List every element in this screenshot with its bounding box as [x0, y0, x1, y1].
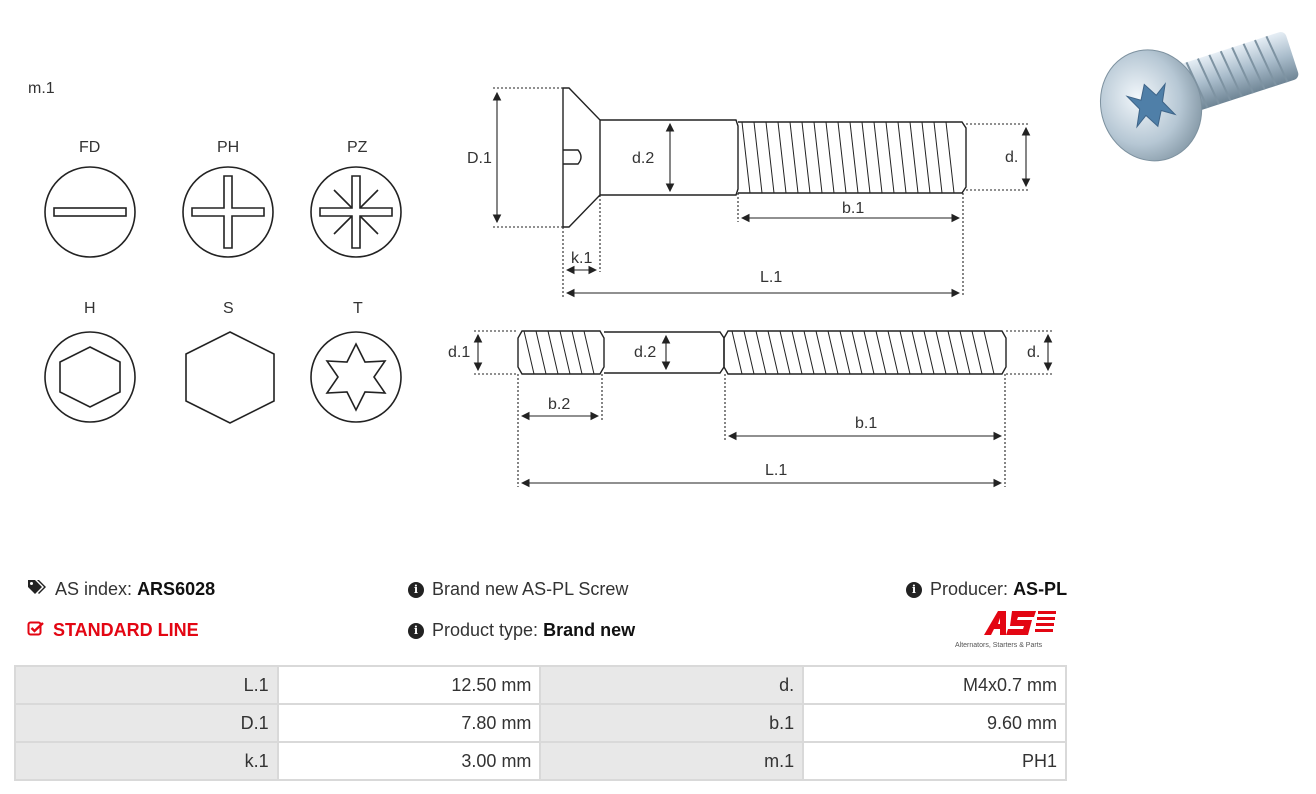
product-line-row: [27, 620, 199, 641]
product-line-label: STANDARD LINE: [53, 620, 199, 640]
drive-label-t: T: [353, 300, 363, 317]
dim-label-k1: k.1: [571, 250, 593, 267]
dim-label-b1: b.1: [842, 200, 865, 217]
product-type-value: Brand new: [543, 620, 636, 640]
spec-table: [14, 665, 1067, 781]
description-row: [408, 579, 628, 600]
dim-label-d-bottom: d.: [1027, 344, 1041, 361]
table-row: [15, 666, 1066, 704]
spec-key: L.1: [15, 666, 278, 704]
logo-tagline: Alternators, Starters & Parts: [955, 642, 1043, 649]
spec-key: k.1: [15, 742, 278, 780]
producer-label: Producer:: [930, 579, 1009, 599]
producer-row: [906, 579, 1067, 600]
as-index-label: AS index:: [55, 579, 133, 599]
spec-key: m.1: [540, 742, 803, 780]
dim-label-d2: d.2: [632, 150, 655, 167]
product-description: Brand new AS-PL Screw: [432, 579, 629, 599]
drive-label-s: S: [223, 300, 234, 317]
thread-hatching-bottom: [524, 331, 994, 374]
spec-key: D.1: [15, 704, 278, 742]
info-icon: i: [408, 623, 424, 639]
info-icon: i: [906, 582, 922, 598]
spec-value: 12.50 mm: [278, 666, 541, 704]
drive-label-pz: PZ: [347, 139, 368, 156]
spec-value: 7.80 mm: [278, 704, 541, 742]
table-row: [15, 704, 1066, 742]
product-photo: [1088, 8, 1308, 168]
spec-key: b.1: [540, 704, 803, 742]
tags-icon: [27, 579, 47, 600]
spec-value: PH1: [803, 742, 1066, 780]
dim-label-D1: D.1: [467, 150, 492, 167]
dim-label-d1: d.1: [448, 344, 471, 361]
drive-label-fd: FD: [79, 139, 101, 156]
table-row: [15, 742, 1066, 780]
as-index-row: [27, 579, 215, 600]
spec-key: d.: [540, 666, 803, 704]
product-type-row: [408, 620, 635, 641]
dim-label-d: d.: [1005, 149, 1019, 166]
drive-section-title: m.1: [28, 80, 55, 97]
dim-label-b2: b.2: [548, 396, 571, 413]
spec-value: 9.60 mm: [803, 704, 1066, 742]
producer-value: AS-PL: [1013, 579, 1068, 599]
dim-label-L1-bottom: L.1: [765, 462, 788, 479]
spec-value: 3.00 mm: [278, 742, 541, 780]
dim-label-L1: L.1: [760, 269, 783, 286]
spec-value: M4x0.7 mm: [803, 666, 1066, 704]
info-icon: i: [408, 582, 424, 598]
check-square-icon: [27, 620, 45, 641]
as-index-value: ARS6028: [137, 579, 216, 599]
drive-label-ph: PH: [217, 139, 240, 156]
product-type-label: Product type:: [432, 620, 539, 640]
dim-label-b1-bottom: b.1: [855, 415, 878, 432]
dim-label-d2-bottom: d.2: [634, 344, 657, 361]
drive-label-h: H: [84, 300, 96, 317]
